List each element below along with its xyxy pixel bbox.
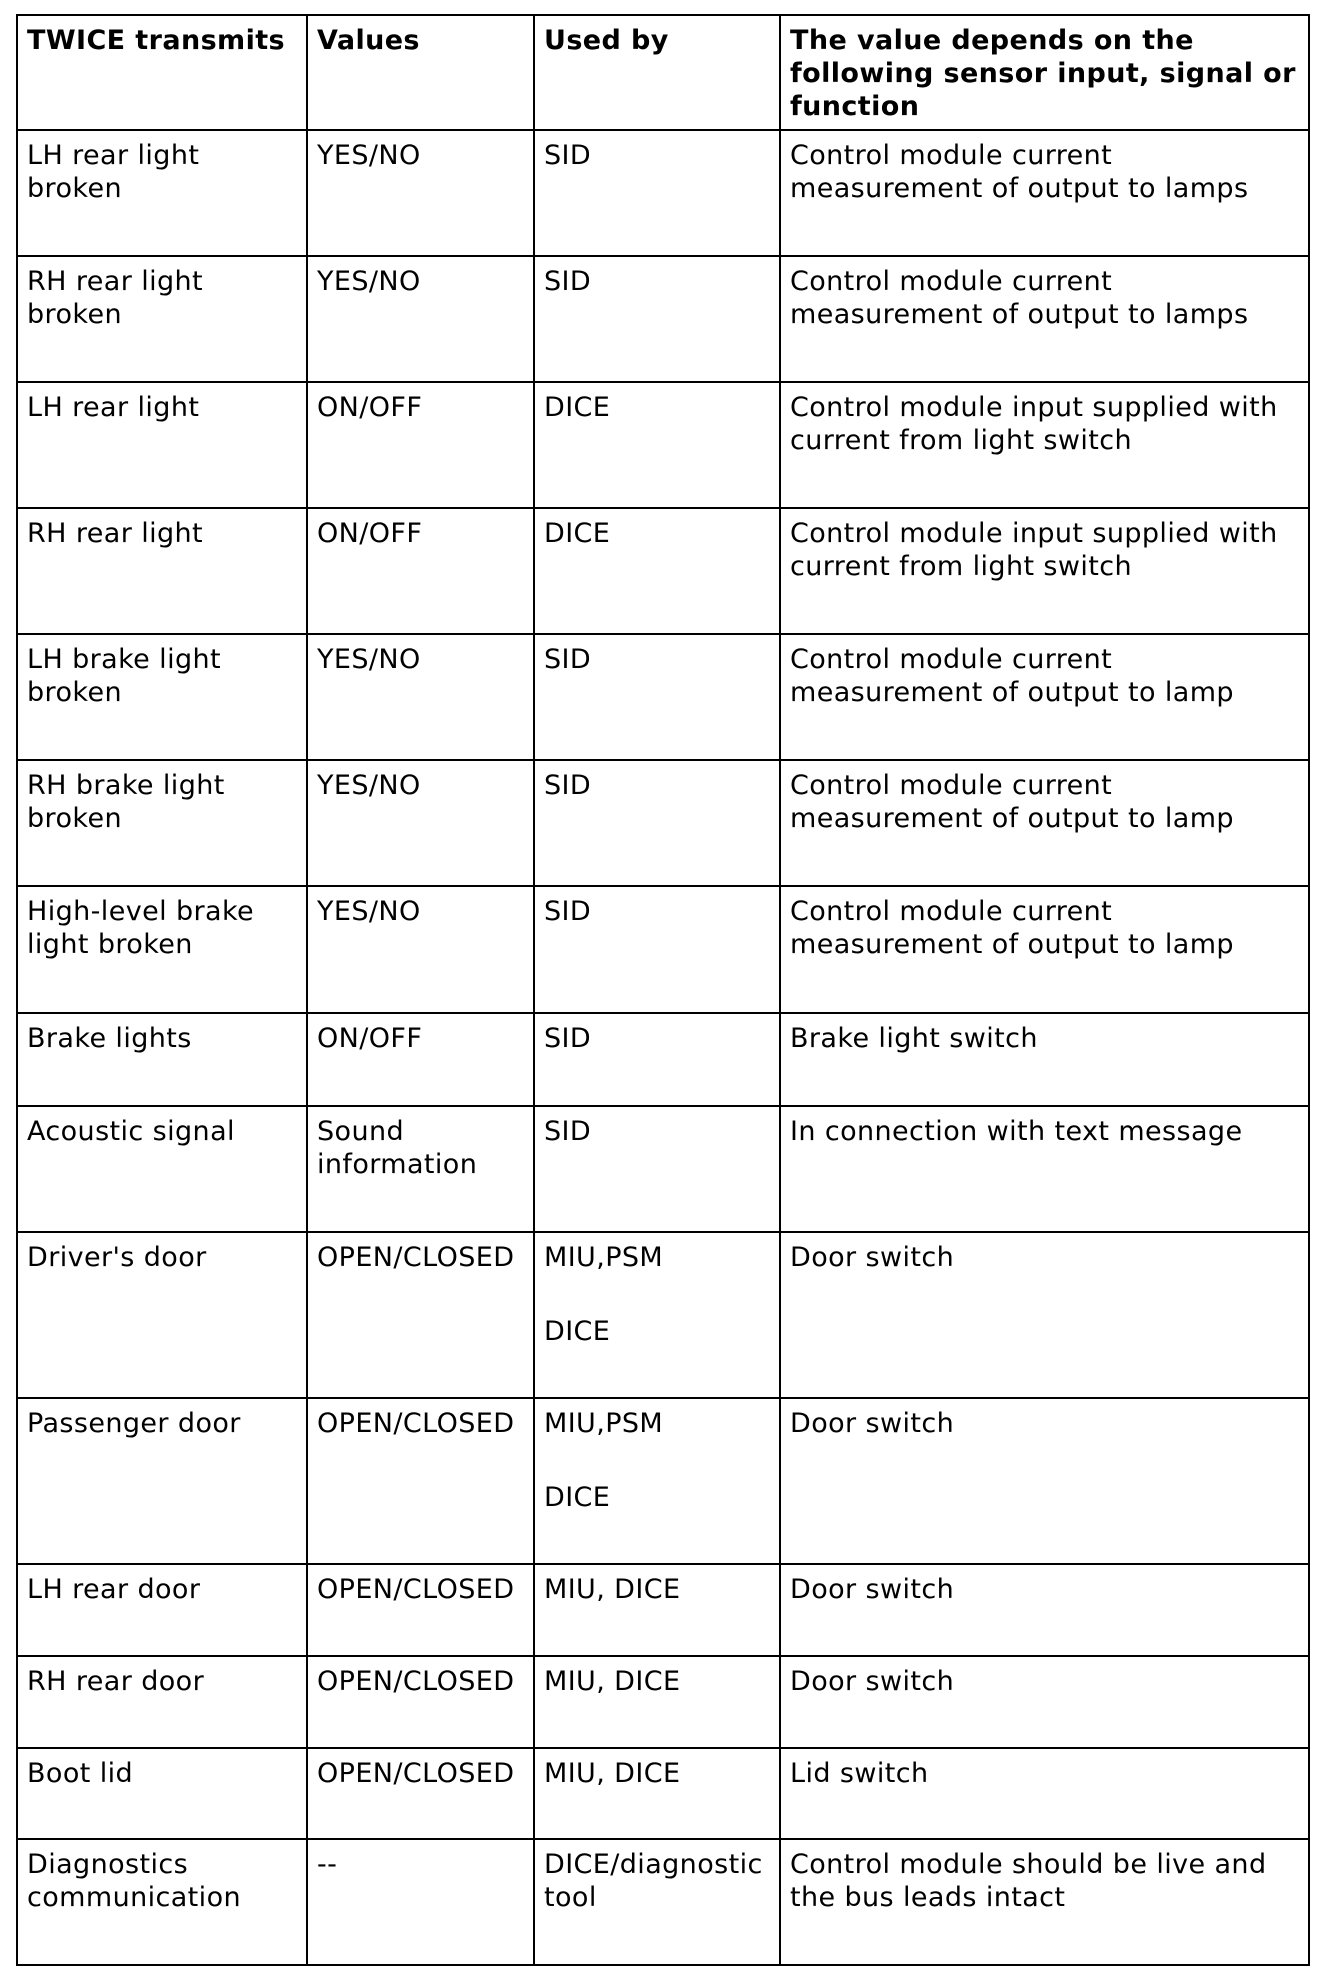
cell-values: OPEN/CLOSED bbox=[307, 1232, 534, 1398]
cell-depends-on: Control module current measurement of output to lamps bbox=[780, 130, 1309, 256]
cell-values: -- bbox=[307, 1839, 534, 1965]
cell-used-by bbox=[534, 1656, 780, 1748]
table-row bbox=[17, 130, 1309, 256]
cell-transmits: High-level brake light broken bbox=[17, 886, 307, 1013]
cell-transmits: LH rear door bbox=[17, 1564, 307, 1656]
cell-transmits: LH brake light broken bbox=[17, 634, 307, 760]
table-body bbox=[17, 130, 1309, 1965]
header-values: Values bbox=[307, 15, 534, 130]
cell-used-by bbox=[534, 760, 780, 886]
table-row bbox=[17, 1232, 1309, 1398]
cell-values: YES/NO bbox=[307, 760, 534, 886]
table-row bbox=[17, 1106, 1309, 1232]
cell-values: YES/NO bbox=[307, 130, 534, 256]
signal-table bbox=[16, 14, 1310, 1966]
cell-depends-on: Control module should be live and the bus leads intact bbox=[780, 1839, 1309, 1965]
cell-used-by bbox=[534, 1564, 780, 1656]
cell-depends-on: In connection with text message bbox=[780, 1106, 1309, 1232]
cell-transmits: RH rear light bbox=[17, 508, 307, 634]
used-by-entry: DICE/diagnostic tool bbox=[544, 1849, 763, 1913]
header-transmits: TWICE transmits bbox=[17, 15, 307, 130]
cell-transmits: Brake lights bbox=[17, 1013, 307, 1106]
cell-values: ON/OFF bbox=[307, 508, 534, 634]
cell-used-by bbox=[534, 1013, 780, 1106]
cell-values: ON/OFF bbox=[307, 1013, 534, 1106]
used-by-entry: MIU, DICE bbox=[544, 1574, 681, 1605]
table-row bbox=[17, 256, 1309, 382]
table-row bbox=[17, 1748, 1309, 1839]
table-row bbox=[17, 508, 1309, 634]
cell-values: YES/NO bbox=[307, 256, 534, 382]
cell-depends-on: Brake light switch bbox=[780, 1013, 1309, 1106]
cell-transmits: RH rear light broken bbox=[17, 256, 307, 382]
cell-depends-on: Door switch bbox=[780, 1232, 1309, 1398]
cell-depends-on: Lid switch bbox=[780, 1748, 1309, 1839]
cell-transmits: RH brake light broken bbox=[17, 760, 307, 886]
table-row bbox=[17, 1013, 1309, 1106]
cell-depends-on: Control module input supplied with current from light switch bbox=[780, 508, 1309, 634]
cell-used-by bbox=[534, 508, 780, 634]
used-by-entry: SID bbox=[544, 1116, 592, 1147]
cell-values: YES/NO bbox=[307, 634, 534, 760]
cell-transmits: Passenger door bbox=[17, 1398, 307, 1564]
used-by-entry: DICE bbox=[544, 392, 611, 423]
used-by-entry: MIU, DICE bbox=[544, 1666, 681, 1697]
cell-transmits: Driver's door bbox=[17, 1232, 307, 1398]
used-by-entry: SID bbox=[544, 1023, 592, 1054]
used-by-entry: SID bbox=[544, 644, 592, 675]
cell-transmits: RH rear door bbox=[17, 1656, 307, 1748]
cell-values: YES/NO bbox=[307, 886, 534, 1013]
table-header-row bbox=[17, 15, 1309, 130]
used-by-entry: DICE bbox=[544, 518, 611, 549]
cell-values: ON/OFF bbox=[307, 382, 534, 508]
table-row bbox=[17, 760, 1309, 886]
cell-used-by bbox=[534, 1232, 780, 1398]
table-row bbox=[17, 1564, 1309, 1656]
cell-used-by bbox=[534, 1106, 780, 1232]
table-row bbox=[17, 1398, 1309, 1564]
cell-values: OPEN/CLOSED bbox=[307, 1564, 534, 1656]
table-row bbox=[17, 1656, 1309, 1748]
cell-used-by bbox=[534, 634, 780, 760]
used-by-entry: MIU,PSM bbox=[544, 1242, 664, 1273]
cell-values: OPEN/CLOSED bbox=[307, 1748, 534, 1839]
cell-used-by bbox=[534, 1748, 780, 1839]
cell-used-by bbox=[534, 256, 780, 382]
table-row bbox=[17, 886, 1309, 1013]
cell-used-by bbox=[534, 130, 780, 256]
cell-depends-on: Door switch bbox=[780, 1656, 1309, 1748]
cell-values: OPEN/CLOSED bbox=[307, 1398, 534, 1564]
table-row bbox=[17, 634, 1309, 760]
cell-used-by bbox=[534, 886, 780, 1013]
used-by-entry: SID bbox=[544, 266, 592, 297]
cell-transmits: LH rear light bbox=[17, 382, 307, 508]
cell-transmits: Boot lid bbox=[17, 1748, 307, 1839]
cell-depends-on: Control module current measurement of output to lamps bbox=[780, 256, 1309, 382]
cell-depends-on: Door switch bbox=[780, 1398, 1309, 1564]
used-by-entry: MIU,PSM bbox=[544, 1408, 664, 1439]
cell-depends-on: Control module current measurement of output to lamp bbox=[780, 886, 1309, 1013]
used-by-entry: SID bbox=[544, 140, 592, 171]
cell-used-by bbox=[534, 1398, 780, 1564]
cell-used-by bbox=[534, 1839, 780, 1965]
cell-transmits: Diagnostics communication bbox=[17, 1839, 307, 1965]
cell-transmits: LH rear light broken bbox=[17, 130, 307, 256]
used-by-entry: SID bbox=[544, 896, 592, 927]
cell-transmits: Acoustic signal bbox=[17, 1106, 307, 1232]
used-by-entry: SID bbox=[544, 770, 592, 801]
cell-depends-on: Control module current measurement of output to lamp bbox=[780, 760, 1309, 886]
table-row bbox=[17, 382, 1309, 508]
cell-depends-on: Control module input supplied with current from light switch bbox=[780, 382, 1309, 508]
used-by-entry: DICE bbox=[544, 1482, 611, 1513]
cell-values: OPEN/CLOSED bbox=[307, 1656, 534, 1748]
cell-values: Sound information bbox=[307, 1106, 534, 1232]
used-by-entry: DICE bbox=[544, 1316, 611, 1347]
header-used-by: Used by bbox=[534, 15, 780, 130]
header-depends-on: The value depends on the following sensor input, signal or function bbox=[780, 15, 1309, 130]
cell-depends-on: Control module current measurement of output to lamp bbox=[780, 634, 1309, 760]
cell-used-by bbox=[534, 382, 780, 508]
table-row bbox=[17, 1839, 1309, 1965]
cell-depends-on: Door switch bbox=[780, 1564, 1309, 1656]
used-by-entry: MIU, DICE bbox=[544, 1758, 681, 1789]
